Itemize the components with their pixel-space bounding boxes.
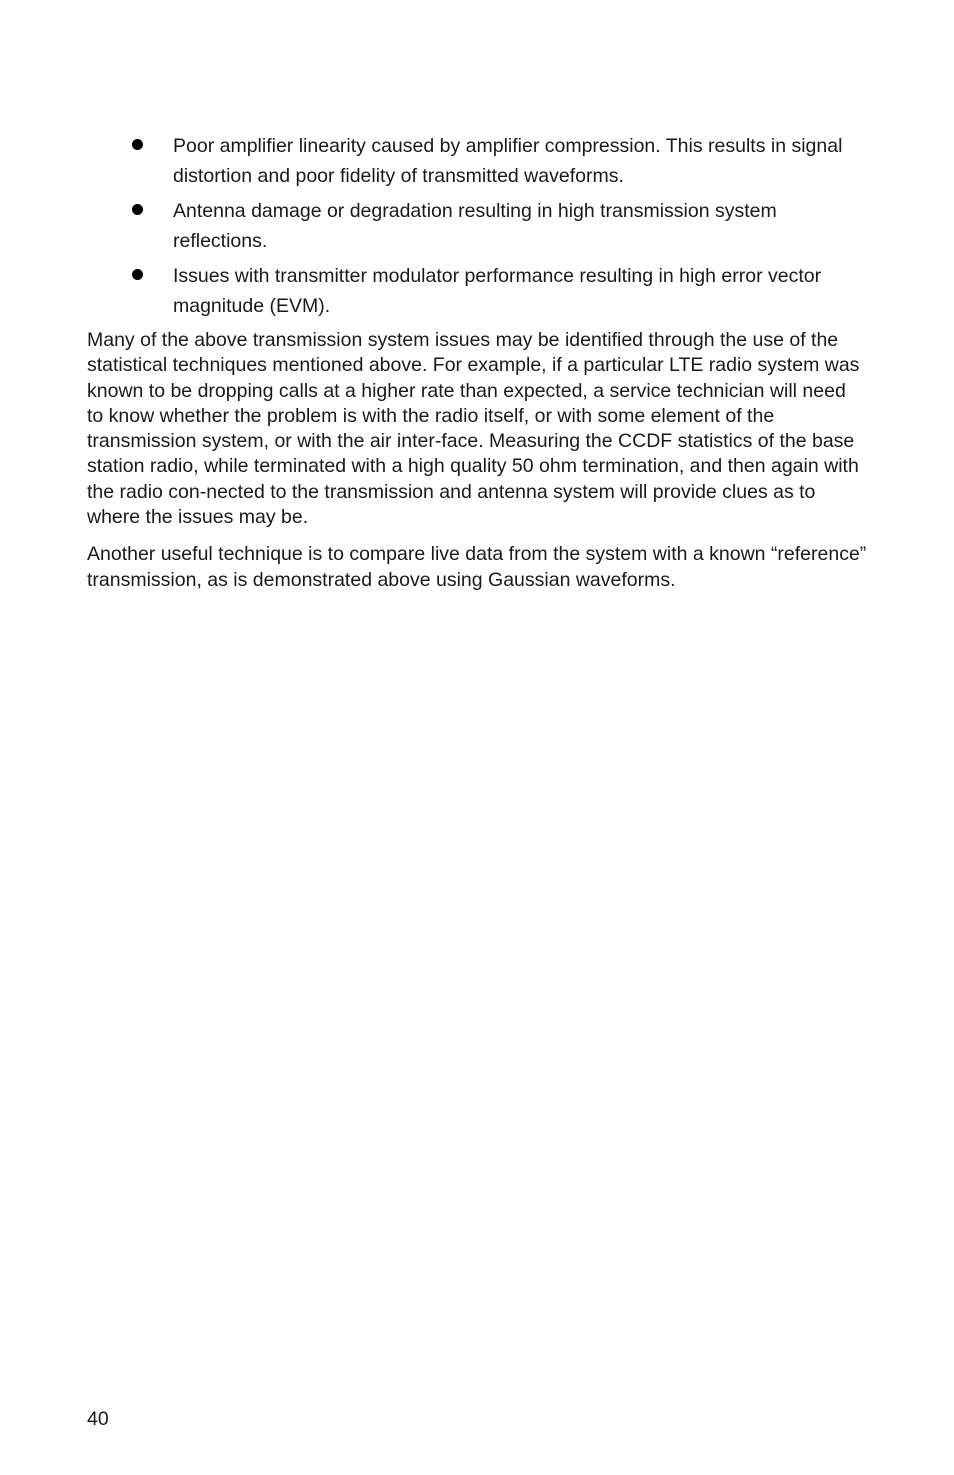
bullet-icon (132, 269, 143, 280)
list-item-text: Poor amplifier linearity caused by amplifier compression. This results in signal distortion and poor fidelity of transmitted waveforms. (173, 135, 843, 187)
list-item (87, 261, 867, 321)
bullet-icon (132, 139, 143, 150)
body-paragraph: Another useful technique is to compare live data from the system with a known “reference” transmission, as is demonstrated above using Gaussian waveforms. (87, 543, 867, 591)
bullet-list (87, 131, 867, 321)
list-item (87, 131, 867, 191)
bullet-icon (132, 204, 143, 215)
page-number: 40 (87, 1408, 109, 1430)
body-paragraph: Many of the above transmission system issues may be identified through the use of the statistical techniques mentioned above. For example, if a particular LTE radio system was known to be dropping calls at a higher rate than expected, a service technician will need to know whether the problem is with the radio itself, or with some element of the transmission system, or with the air inter-face. Measuring the CCDF statistics of the base station radio, while terminated with a high quality 50 ohm termination, and then again with the radio con-nected to the transmission and antenna system will provide clues as to where the issues may be. (87, 329, 860, 529)
list-item (87, 196, 867, 256)
list-item-text: Issues with transmitter modulator performance resulting in high error vector magnitude (EVM). (173, 265, 822, 317)
list-item-text: Antenna damage or degradation resulting in high transmission system reflections. (173, 200, 777, 252)
page-content (87, 131, 867, 605)
